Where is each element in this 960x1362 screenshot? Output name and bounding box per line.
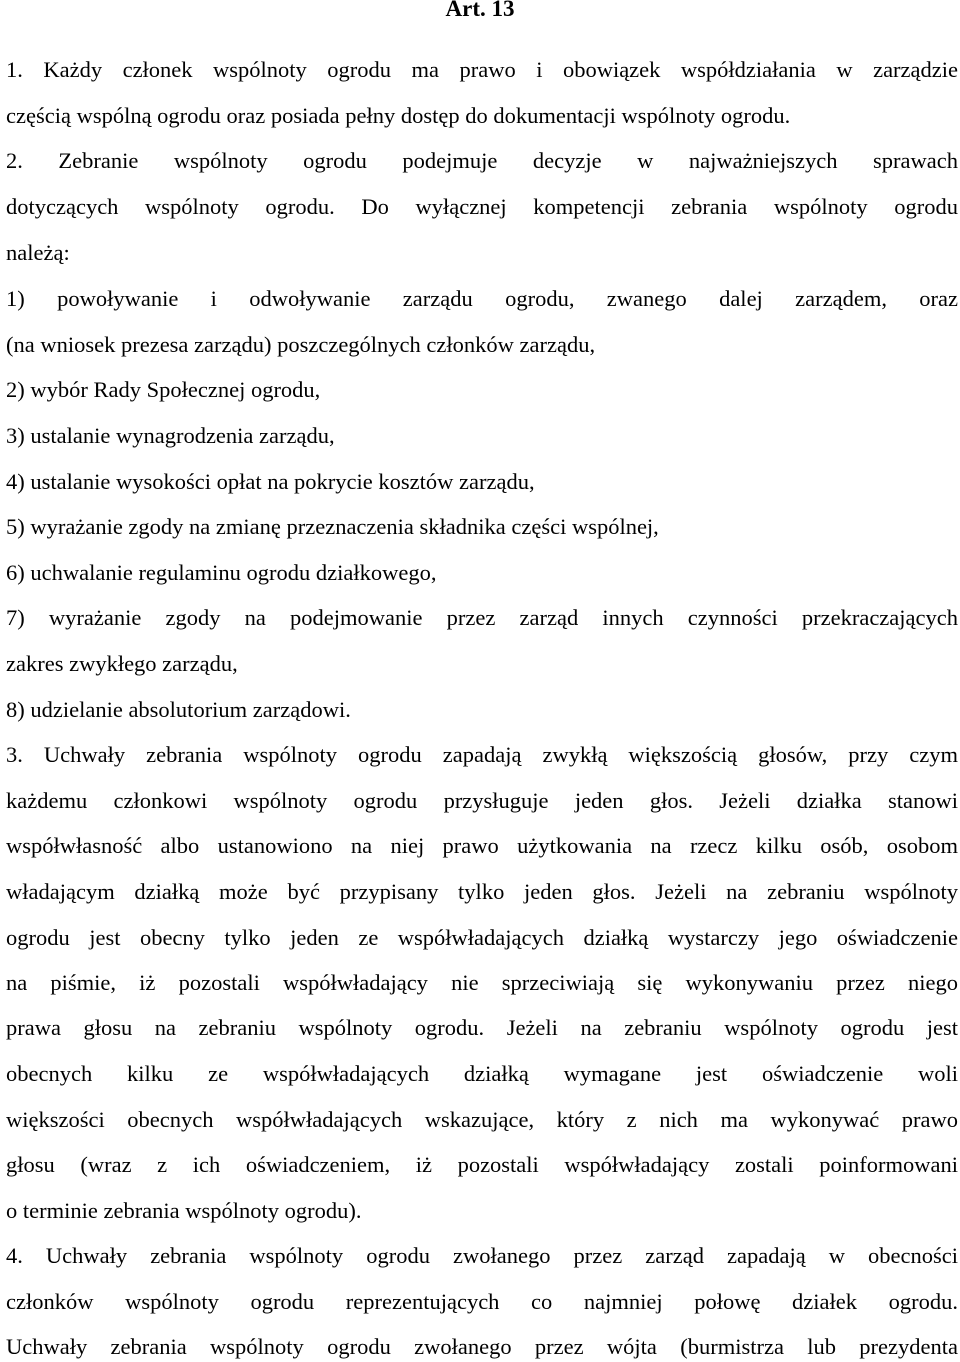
text-line: 8) udzielanie absolutorium zarządowi. (6, 697, 351, 722)
text-line: o terminie zebrania wspólnoty ogrodu). (6, 1198, 362, 1223)
text-line: 1) powoływanie i odwoływanie zarządu ogrodu, zwanego dalej zarządem, oraz (6, 286, 958, 311)
text-line: 6) uchwalanie regulaminu ogrodu działkowego, (6, 560, 437, 585)
text-line: 7) wyrażanie zgody na podejmowanie przez zarząd innych czynności przekraczających (6, 605, 958, 630)
text-line: 4) ustalanie wysokości opłat na pokrycie kosztów zarządu, (6, 469, 535, 494)
text-line: prawa głosu na zebraniu wspólnoty ogrodu. Jeżeli na zebraniu wspólnoty ogrodu jest (6, 1015, 958, 1040)
text-line: 3) ustalanie wynagrodzenia zarządu, (6, 423, 335, 448)
text-line: ogrodu jest obecny tylko jeden ze współwładających działką wystarczy jego oświadczenie (6, 925, 958, 950)
text-line: 1. Każdy członek wspólnoty ogrodu ma prawo i obowiązek współdziałania w zarządzie (6, 57, 958, 82)
article-title: Art. 13 (445, 0, 515, 21)
text-line: większości obecnych współwładających wskazujące, który z nich ma wykonywać prawo (6, 1107, 958, 1132)
text-line: częścią wspólną ogrodu oraz posiada pełny dostęp do dokumentacji wspólnoty ogrodu. (6, 103, 791, 128)
text-line: głosu (wraz z ich oświadczeniem, iż pozostali współwładający zostali poinformowani (6, 1152, 958, 1177)
text-line: na piśmie, iż pozostali współwładający nie sprzeciwiają się wykonywaniu przez niego (6, 970, 958, 995)
text-line: (na wniosek prezesa zarządu) poszczególnych członków zarządu, (6, 332, 596, 357)
text-line: 2. Zebranie wspólnoty ogrodu podejmuje decyzje w najważniejszych sprawach (6, 148, 958, 173)
text-line: 2) wybór Rady Społecznej ogrodu, (6, 377, 321, 402)
text-line: obecnych kilku ze współwładających działką wymagane jest oświadczenie woli (6, 1061, 958, 1086)
text-line: 5) wyrażanie zgody na zmianę przeznaczenia składnika części wspólnej, (6, 514, 659, 539)
text-line: współwłasność albo ustanowiono na niej prawo użytkowania na rzecz kilku osób, osobom (6, 833, 958, 858)
text-line: Uchwały zebrania wspólnoty ogrodu zwołanego przez wójta (burmistrza lub prezydenta (6, 1334, 958, 1359)
text-line: każdemu członkowi wspólnoty ogrodu przysługuje jeden głos. Jeżeli działka stanowi (6, 788, 958, 813)
text-line: członków wspólnoty ogrodu reprezentujących co najmniej połowę działek ogrodu. (6, 1289, 958, 1314)
text-line: należą: (6, 240, 70, 265)
text-line: 4. Uchwały zebrania wspólnoty ogrodu zwołanego przez zarząd zapadają w obecności (6, 1243, 958, 1268)
text-line: władającym działką może być przypisany tylko jeden głos. Jeżeli na zebraniu wspólnoty (6, 879, 958, 904)
text-line: zakres zwykłego zarządu, (6, 651, 238, 676)
text-line: dotyczących wspólnoty ogrodu. Do wyłącznej kompetencji zebrania wspólnoty ogrodu (6, 194, 958, 219)
text-line: 3. Uchwały zebrania wspólnoty ogrodu zapadają zwykłą większością głosów, przy czym (6, 742, 958, 767)
